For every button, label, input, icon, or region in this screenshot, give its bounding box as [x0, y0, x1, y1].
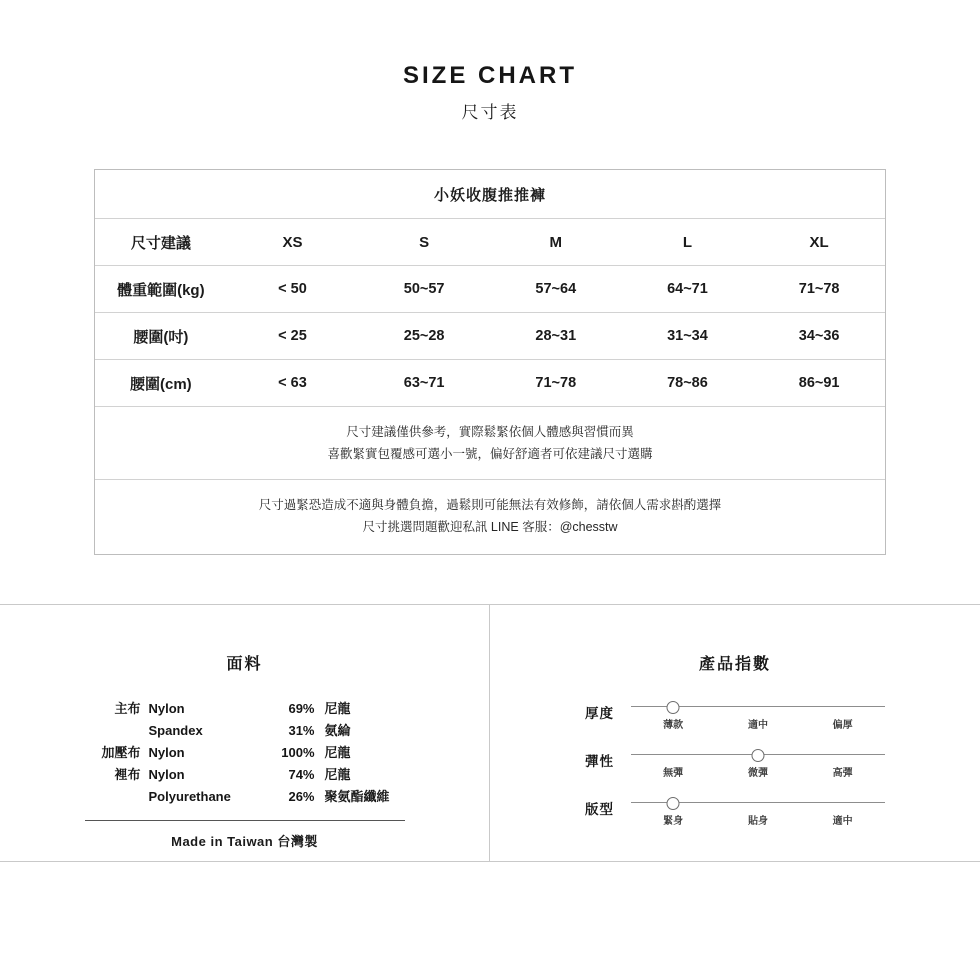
- fabric-percent: 74%: [288, 767, 315, 782]
- index-track: [631, 748, 885, 762]
- fabric-label: 加壓布: [101, 745, 141, 760]
- column-header-2: S: [358, 219, 490, 266]
- index-name: 版型: [585, 802, 614, 817]
- index-label: 緊身: [663, 816, 684, 827]
- table-row: [95, 313, 885, 360]
- product-name-row: [95, 170, 885, 219]
- cell-weight-m: 57~64: [490, 266, 622, 313]
- index-label: 貼身: [748, 816, 768, 827]
- product-index-list: [585, 700, 885, 828]
- column-header-0: 尺寸建議: [95, 219, 227, 266]
- cell-waist-cm-s: 63~71: [358, 360, 490, 407]
- size-note-line: 尺寸過緊恐造成不適與身體負擔，過鬆則可能無法有效修飾，請依個人需求斟酌選擇: [258, 498, 722, 512]
- cell-waist-inch-xs: < 25: [227, 313, 359, 360]
- cell-waist-inch-l: 31~34: [622, 313, 754, 360]
- fabric-material-zh: 尼龍: [324, 767, 351, 782]
- fabric-row: [85, 764, 405, 786]
- product-name-cell: 小妖收腹推推褲: [95, 170, 885, 219]
- fabric-row: [85, 786, 405, 808]
- index-labels: [631, 812, 885, 828]
- index-marker: [667, 701, 680, 714]
- fabric-row: [85, 742, 405, 764]
- lower-info-panel: [0, 604, 980, 862]
- index-track: [631, 796, 885, 810]
- index-label: 無彈: [663, 768, 684, 779]
- fabric-title: 面料: [226, 656, 263, 673]
- cell-waist-cm-m: 71~78: [490, 360, 622, 407]
- size-chart-table: [95, 170, 885, 407]
- index-label: 偏厚: [832, 720, 853, 731]
- row-label-weight: 體重範圍(kg): [95, 266, 227, 313]
- row-label-waist-inch: 腰圍(吋): [95, 313, 227, 360]
- fabric-material-zh: 尼龍: [324, 701, 351, 716]
- product-index-title: 產品指數: [698, 656, 771, 673]
- column-header-4: L: [622, 219, 754, 266]
- product-index-section: [489, 605, 980, 861]
- fabric-percent: 69%: [288, 701, 315, 716]
- fabric-row: [85, 720, 405, 742]
- row-label-waist-cm: 腰圍(cm): [95, 360, 227, 407]
- index-track: [631, 700, 885, 714]
- cell-waist-inch-m: 28~31: [490, 313, 622, 360]
- page-title-zh: 尺寸表: [461, 103, 519, 122]
- index-marker: [752, 749, 765, 762]
- index-name: 厚度: [585, 706, 614, 721]
- index-label: 微彈: [748, 768, 768, 779]
- cell-waist-inch-s: 25~28: [358, 313, 490, 360]
- fabric-list: [85, 698, 405, 808]
- fabric-percent: 26%: [288, 789, 315, 804]
- fabric-material: Polyurethane: [148, 789, 231, 804]
- size-notes-block-2: [95, 480, 885, 554]
- index-label: 適中: [748, 720, 768, 731]
- index-slider: [631, 700, 885, 732]
- index-row-elasticity: [585, 748, 885, 780]
- column-header-5: XL: [753, 219, 885, 266]
- size-chart-body: [95, 170, 885, 407]
- size-note-line: 喜歡緊實包覆感可選小一號，偏好舒適者可依建議尺寸選購: [327, 447, 653, 461]
- index-label: 適中: [832, 816, 853, 827]
- fabric-material: Nylon: [148, 767, 185, 782]
- index-name: 彈性: [585, 754, 614, 769]
- cell-waist-cm-xs: < 63: [227, 360, 359, 407]
- page-title-en: SIZE CHART: [403, 62, 577, 89]
- column-header-1: XS: [227, 219, 359, 266]
- fabric-material-zh: 尼龍: [324, 745, 351, 760]
- fabric-divider: [85, 820, 405, 821]
- fabric-row: [85, 698, 405, 720]
- size-note-line: 尺寸挑選問題歡迎私訊 LINE 客服：@chesstw: [362, 520, 618, 534]
- fabric-material-zh: 氨綸: [324, 723, 351, 738]
- made-in-label: Made in Taiwan 台灣製: [171, 834, 318, 849]
- cell-waist-cm-xl: 86~91: [753, 360, 885, 407]
- cell-weight-xs: < 50: [227, 266, 359, 313]
- table-row: [95, 360, 885, 407]
- page-header: [0, 0, 980, 123]
- cell-weight-l: 64~71: [622, 266, 754, 313]
- column-header-3: M: [490, 219, 622, 266]
- index-label: 薄款: [663, 720, 684, 731]
- fabric-label: 主布: [114, 701, 141, 716]
- index-row-fit: [585, 796, 885, 828]
- cell-weight-s: 50~57: [358, 266, 490, 313]
- fabric-material: Nylon: [148, 745, 185, 760]
- cell-weight-xl: 71~78: [753, 266, 885, 313]
- fabric-percent: 100%: [281, 745, 315, 760]
- cell-waist-cm-l: 78~86: [622, 360, 754, 407]
- fabric-label: 裡布: [114, 767, 141, 782]
- fabric-percent: 31%: [288, 723, 315, 738]
- fabric-material: Nylon: [148, 701, 185, 716]
- size-chart-table-wrapper: [94, 169, 886, 555]
- fabric-section: [0, 605, 489, 861]
- index-marker: [667, 797, 680, 810]
- index-slider: [631, 796, 885, 828]
- fabric-material: Spandex: [148, 723, 203, 738]
- cell-waist-inch-xl: 34~36: [753, 313, 885, 360]
- fabric-material-zh: 聚氨酯纖維: [324, 789, 390, 804]
- size-notes-block-1: [95, 407, 885, 480]
- index-slider: [631, 748, 885, 780]
- table-row: [95, 266, 885, 313]
- table-header-row: [95, 219, 885, 266]
- index-labels: [631, 716, 885, 732]
- index-row-thickness: [585, 700, 885, 732]
- index-label: 高彈: [832, 768, 853, 779]
- size-note-line: 尺寸建議僅供參考，實際鬆緊依個人體感與習慣而異: [346, 425, 634, 439]
- index-labels: [631, 764, 885, 780]
